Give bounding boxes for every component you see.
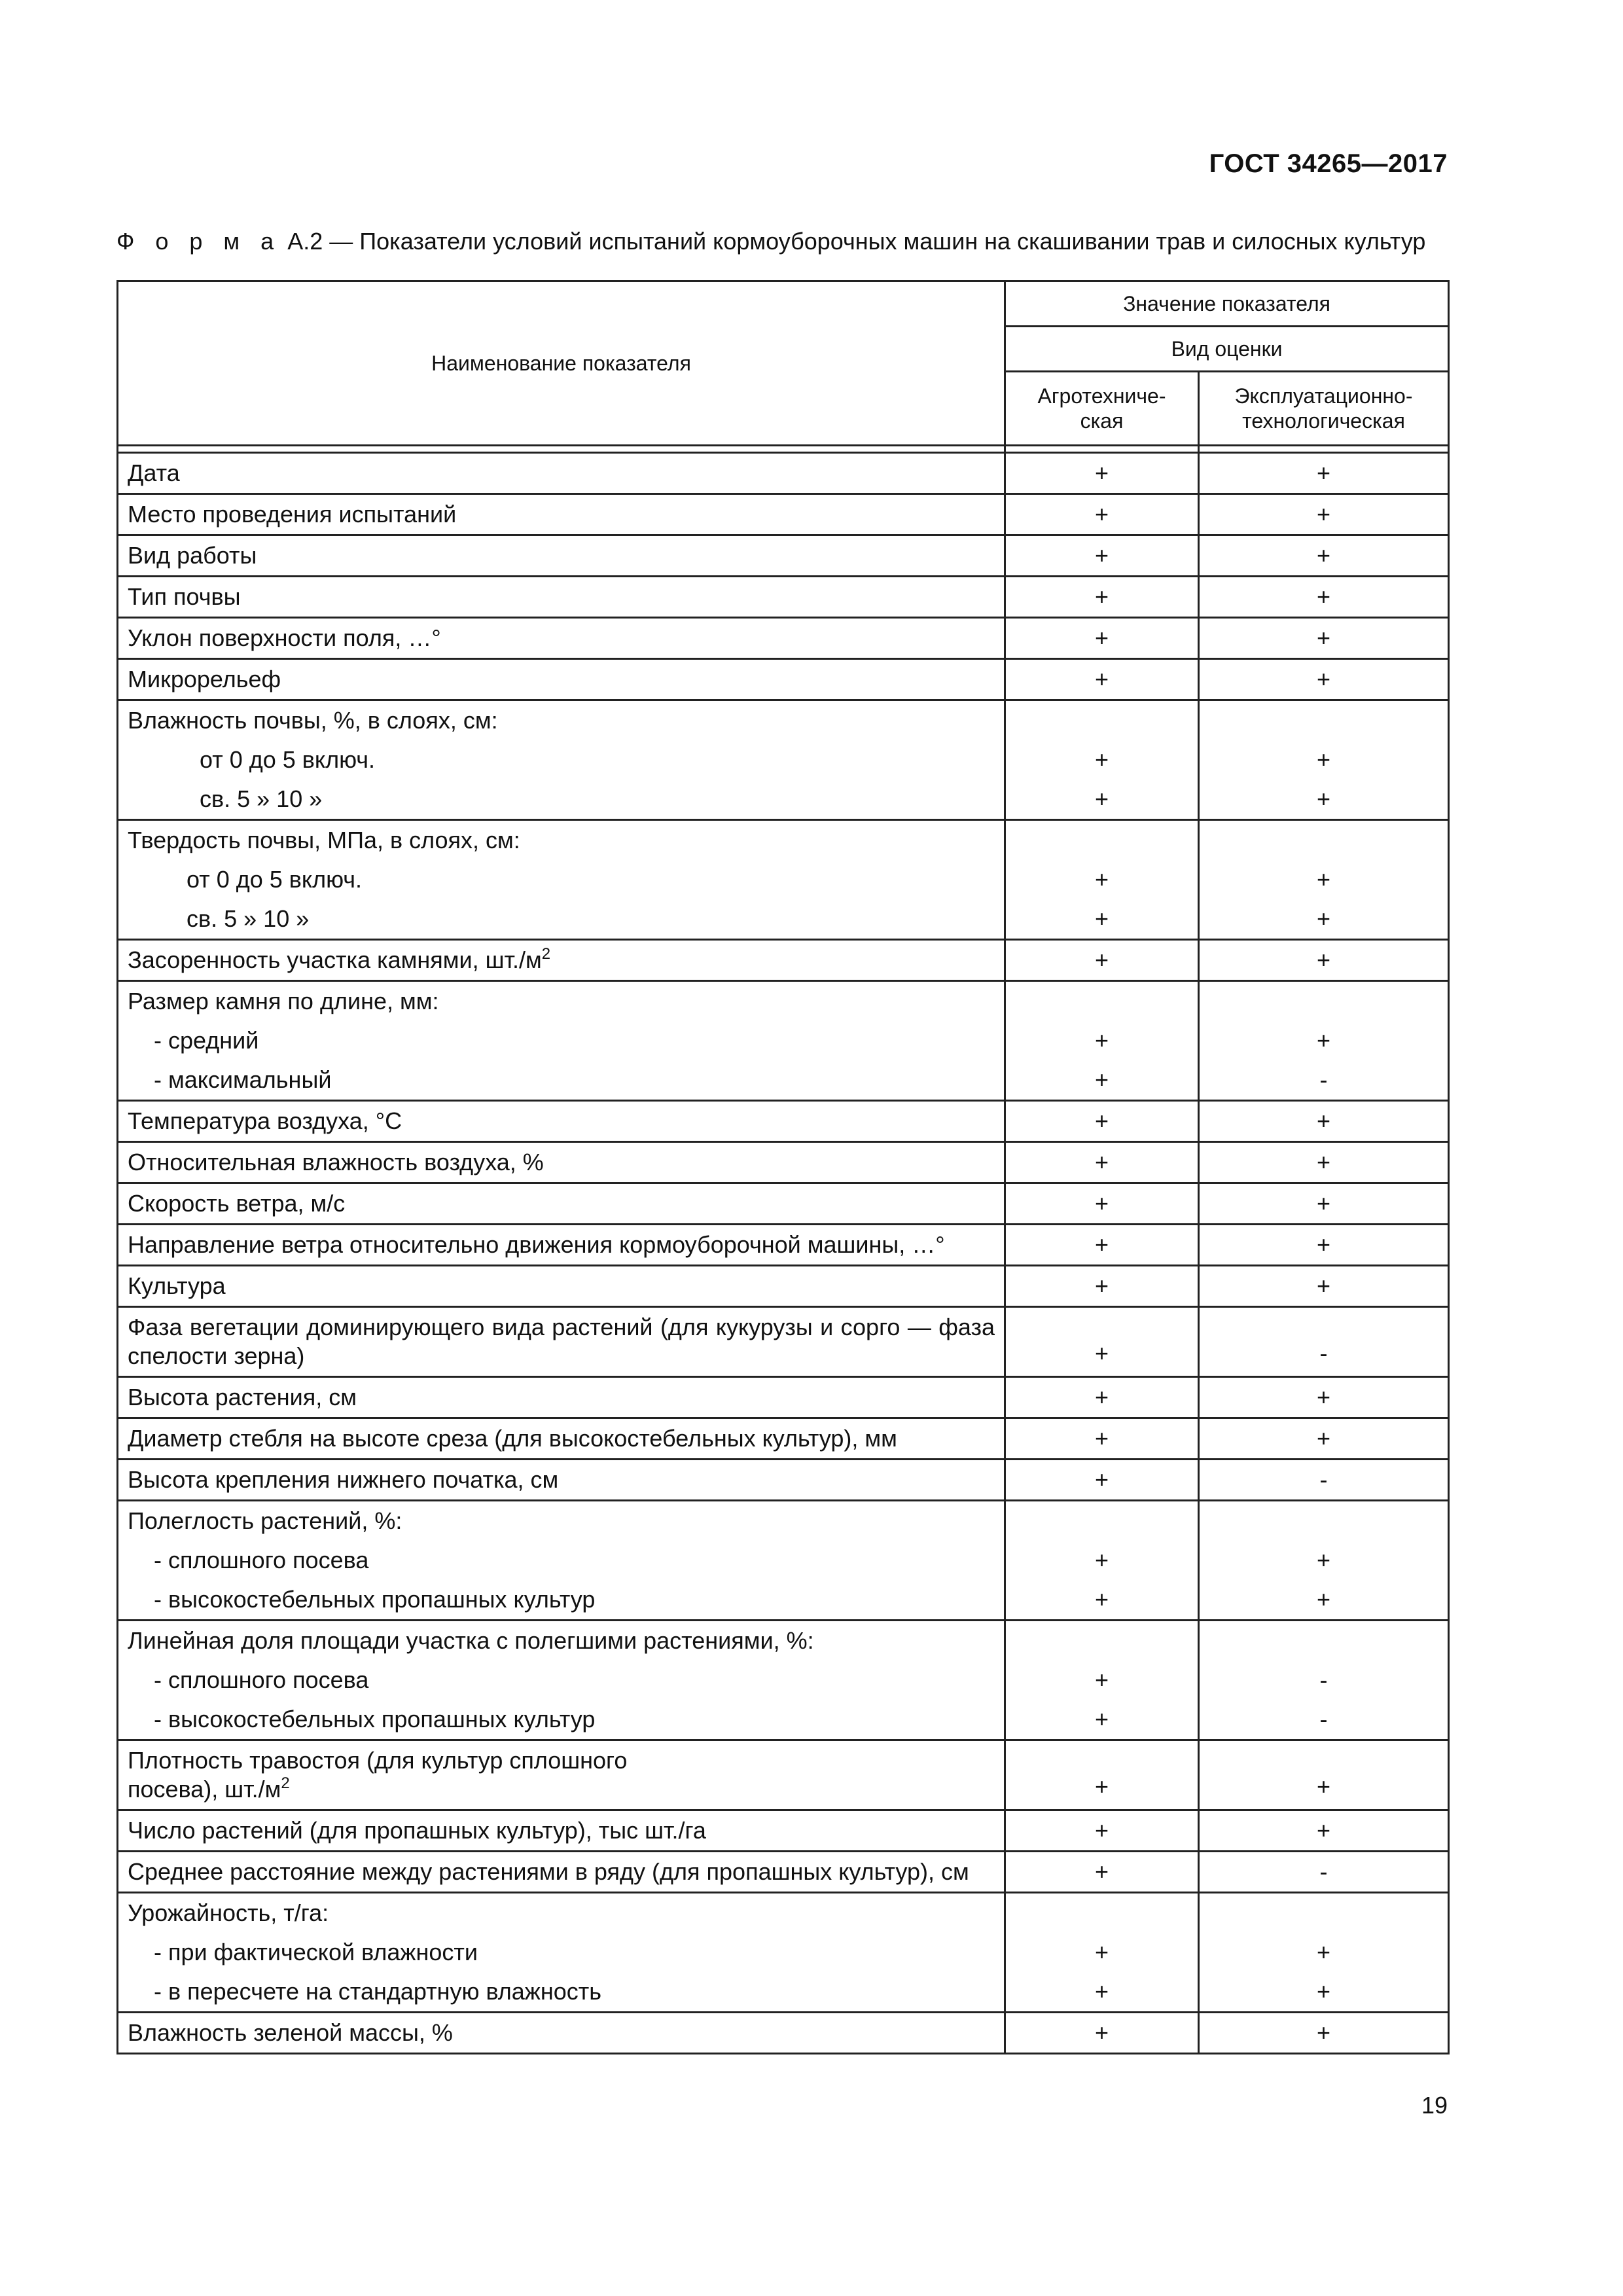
agro-value: + bbox=[1094, 1666, 1109, 1693]
indicator-name-cell bbox=[118, 1740, 1005, 1810]
agro-value-cell bbox=[1005, 1225, 1199, 1266]
indicator-name bbox=[128, 1460, 995, 1499]
agro-value-cell bbox=[1005, 2013, 1199, 2054]
expl-value: + bbox=[1316, 785, 1331, 812]
expl-value-cell bbox=[1199, 820, 1449, 940]
expl-value: + bbox=[1316, 1231, 1331, 1258]
expl-value: + bbox=[1316, 459, 1331, 486]
indicator-name-text: Влажность зеленой массы, % bbox=[128, 2019, 453, 2046]
indicator-name-cell bbox=[118, 618, 1005, 659]
agro-value-cell bbox=[1005, 1810, 1199, 1852]
group-title: Линейная доля площади участка с полегшими растениями, %: bbox=[128, 1627, 814, 1654]
agro-value: + bbox=[1094, 666, 1109, 692]
expl-value: - bbox=[1319, 1340, 1328, 1367]
agro-value-cell bbox=[1005, 1377, 1199, 1418]
agro-value-cell bbox=[1005, 1101, 1199, 1142]
table-row bbox=[118, 1377, 1449, 1418]
indicator-name bbox=[128, 536, 995, 575]
expl-value: + bbox=[1316, 946, 1331, 973]
expl-value: + bbox=[1316, 583, 1331, 610]
unit-superscript: 2 bbox=[281, 1774, 290, 1792]
expl-value-cell bbox=[1199, 981, 1449, 1101]
expl-value: + bbox=[1316, 746, 1331, 773]
table-row bbox=[118, 453, 1449, 494]
agro-value-cell bbox=[1005, 577, 1199, 618]
agro-value-cell bbox=[1005, 1852, 1199, 1893]
indicator-name-text: Дата bbox=[128, 459, 180, 486]
indicator-name-text: посева), шт./м bbox=[128, 1776, 281, 1803]
header-agro-line2: ская bbox=[1080, 409, 1124, 433]
unit-superscript: 2 bbox=[541, 945, 551, 963]
empty-value bbox=[1200, 1621, 1448, 1660]
indicator-name-text: Скорость ветра, м/с bbox=[128, 1190, 346, 1217]
expl-value-cell bbox=[1199, 1307, 1449, 1377]
agro-value: + bbox=[1094, 1272, 1109, 1299]
indicator-name: Фаза вегетации доминирующего вида растений (для кукурузы и сорго — фаза спелости зерна) bbox=[128, 1314, 995, 1369]
table-row bbox=[118, 1225, 1449, 1266]
group-title: Размер камня по длине, мм: bbox=[128, 988, 439, 1014]
sub-indicator-name: от 0 до 5 включ. bbox=[187, 866, 363, 893]
form-caption bbox=[116, 228, 1438, 255]
table-row bbox=[118, 1307, 1449, 1377]
agro-value: + bbox=[1094, 785, 1109, 812]
header-expl-line1: Эксплуатационно- bbox=[1234, 384, 1413, 408]
caption-text: — Показатели условий испытаний кормоуборочных машин на скашивании трав и силосных культур bbox=[329, 228, 1426, 255]
indicator-name-cell bbox=[118, 494, 1005, 535]
table-row bbox=[118, 700, 1449, 820]
indicator-name-cell bbox=[118, 1142, 1005, 1183]
expl-value-cell bbox=[1199, 1501, 1449, 1621]
indicators-table bbox=[116, 280, 1450, 2054]
expl-value: + bbox=[1316, 1425, 1331, 1452]
indicator-name-text: Температура воздуха, °С bbox=[128, 1107, 402, 1134]
indicator-name-cell bbox=[118, 2013, 1005, 2054]
expl-value: + bbox=[1316, 1817, 1331, 1844]
header-agro-line1: Агротехниче- bbox=[1037, 384, 1166, 408]
indicator-name-cell bbox=[118, 1810, 1005, 1852]
expl-value-cell bbox=[1199, 940, 1449, 981]
table-row bbox=[118, 940, 1449, 981]
empty-value bbox=[1200, 701, 1448, 740]
indicator-name-text: Направление ветра относительно движения кормоуборочной машины, …° bbox=[128, 1231, 945, 1258]
sub-indicator-name: - высокостебельных пропашных культур bbox=[154, 1586, 596, 1613]
empty-value bbox=[1006, 1501, 1198, 1541]
agro-value-cell bbox=[1005, 1142, 1199, 1183]
agro-value: + bbox=[1094, 1586, 1109, 1613]
expl-value-cell bbox=[1199, 1101, 1449, 1142]
agro-value: + bbox=[1094, 905, 1109, 932]
indicator-name-cell bbox=[118, 981, 1005, 1101]
expl-value: + bbox=[1316, 624, 1331, 651]
table-row bbox=[118, 820, 1449, 940]
indicator-name bbox=[128, 619, 995, 658]
agro-value: + bbox=[1094, 866, 1109, 893]
table-row bbox=[118, 1621, 1449, 1740]
table-row bbox=[118, 494, 1449, 535]
agro-value-cell bbox=[1005, 1460, 1199, 1501]
expl-value: + bbox=[1316, 666, 1331, 692]
sub-indicator-name: - максимальный bbox=[154, 1066, 332, 1093]
sub-indicator-name: - высокостебельных пропашных культур bbox=[154, 1706, 596, 1732]
indicator-name-text: Микрорельеф bbox=[128, 666, 281, 692]
agro-value: + bbox=[1094, 1425, 1109, 1452]
empty-value bbox=[1200, 982, 1448, 1021]
indicator-name bbox=[128, 1811, 995, 1850]
table-row bbox=[118, 1810, 1449, 1852]
expl-value: + bbox=[1316, 1547, 1331, 1573]
agro-value-cell bbox=[1005, 1893, 1199, 2013]
agro-value: + bbox=[1094, 746, 1109, 773]
indicator-name bbox=[128, 1419, 995, 1458]
caption-prefix: Ф о р м а bbox=[116, 228, 281, 255]
expl-value: - bbox=[1319, 1706, 1328, 1732]
empty-value bbox=[1200, 821, 1448, 860]
agro-value: + bbox=[1094, 583, 1109, 610]
table-row bbox=[118, 1266, 1449, 1307]
expl-value-cell bbox=[1199, 535, 1449, 577]
expl-value-cell bbox=[1199, 1183, 1449, 1225]
agro-value-cell bbox=[1005, 940, 1199, 981]
indicator-name-cell bbox=[118, 1225, 1005, 1266]
indicator-name-text: Среднее расстояние между растениями в ряду (для пропашных культур), см bbox=[128, 1858, 969, 1885]
sub-indicator-name: от 0 до 5 включ. bbox=[200, 746, 376, 773]
sub-indicator-name: - сплошного посева bbox=[154, 1547, 369, 1573]
expl-value: - bbox=[1319, 1666, 1328, 1693]
indicator-name-cell bbox=[118, 1418, 1005, 1460]
expl-value-cell bbox=[1199, 577, 1449, 618]
header-expl-line2: технологическая bbox=[1242, 409, 1405, 433]
header-assessment-type: Вид оценки bbox=[1005, 327, 1449, 372]
indicator-name-cell bbox=[118, 820, 1005, 940]
agro-value: + bbox=[1094, 1466, 1109, 1493]
indicator-name bbox=[128, 941, 995, 980]
agro-value-cell bbox=[1005, 535, 1199, 577]
indicator-name-cell bbox=[118, 1307, 1005, 1377]
agro-value: + bbox=[1094, 1547, 1109, 1573]
indicator-name bbox=[128, 577, 995, 617]
agro-value: + bbox=[1094, 1773, 1109, 1800]
indicator-name-cell bbox=[118, 577, 1005, 618]
expl-value: + bbox=[1316, 1149, 1331, 1175]
expl-value: + bbox=[1316, 1384, 1331, 1410]
agro-value: + bbox=[1094, 1706, 1109, 1732]
expl-value: + bbox=[1316, 1586, 1331, 1613]
expl-value-cell bbox=[1199, 1142, 1449, 1183]
agro-value: + bbox=[1094, 1107, 1109, 1134]
group-title: Урожайность, т/га: bbox=[128, 1899, 329, 1926]
agro-value-cell bbox=[1005, 659, 1199, 700]
indicator-name bbox=[128, 1102, 995, 1141]
expl-value: - bbox=[1319, 1466, 1328, 1493]
expl-value: + bbox=[1316, 1190, 1331, 1217]
indicator-name-text: Культура bbox=[128, 1272, 226, 1299]
expl-value-cell bbox=[1199, 659, 1449, 700]
expl-value: + bbox=[1316, 542, 1331, 569]
empty-value bbox=[1006, 1893, 1198, 1933]
agro-value-cell bbox=[1005, 1418, 1199, 1460]
table-row bbox=[118, 1501, 1449, 1621]
table-row bbox=[118, 1101, 1449, 1142]
expl-value: + bbox=[1316, 905, 1331, 932]
indicator-name-cell bbox=[118, 1852, 1005, 1893]
agro-value: + bbox=[1094, 542, 1109, 569]
header-operational bbox=[1199, 372, 1449, 446]
expl-value-cell bbox=[1199, 1418, 1449, 1460]
indicator-name bbox=[128, 1225, 995, 1265]
agro-value: + bbox=[1094, 1066, 1109, 1093]
indicator-name bbox=[128, 1266, 995, 1306]
indicator-name bbox=[128, 1184, 995, 1223]
header-indicator-value: Значение показателя bbox=[1005, 281, 1449, 327]
caption-number: А.2 bbox=[287, 228, 323, 255]
indicator-name-cell bbox=[118, 1183, 1005, 1225]
table-row bbox=[118, 577, 1449, 618]
agro-value-cell bbox=[1005, 820, 1199, 940]
indicator-name-cell bbox=[118, 940, 1005, 981]
expl-value: + bbox=[1316, 1939, 1331, 1965]
agro-value: + bbox=[1094, 1027, 1109, 1054]
indicator-name-line: Плотность травостоя (для культур сплошного bbox=[128, 1747, 628, 1774]
agro-value: + bbox=[1094, 624, 1109, 651]
expl-value: + bbox=[1316, 1272, 1331, 1299]
standard-code: ГОСТ 34265—2017 bbox=[1209, 149, 1448, 178]
agro-value-cell bbox=[1005, 618, 1199, 659]
indicator-name bbox=[128, 1143, 995, 1182]
agro-value-cell bbox=[1005, 700, 1199, 820]
expl-value-cell bbox=[1199, 494, 1449, 535]
agro-value: + bbox=[1094, 1817, 1109, 1844]
sub-indicator-name: - при фактической влажности bbox=[154, 1939, 478, 1965]
agro-value: + bbox=[1094, 1939, 1109, 1965]
indicator-name bbox=[128, 1378, 995, 1417]
sub-indicator-name: св. 5 » 10 » bbox=[187, 905, 310, 932]
agro-value: + bbox=[1094, 1231, 1109, 1258]
indicator-name-text: Тип почвы bbox=[128, 583, 241, 610]
agro-value: + bbox=[1094, 1149, 1109, 1175]
agro-value-cell bbox=[1005, 1621, 1199, 1740]
header-agrotechnical bbox=[1005, 372, 1199, 446]
indicator-name bbox=[128, 2013, 995, 2053]
expl-value: + bbox=[1316, 1027, 1331, 1054]
agro-value-cell bbox=[1005, 1307, 1199, 1377]
indicator-name bbox=[128, 1852, 995, 1892]
expl-value: - bbox=[1319, 1858, 1328, 1885]
indicator-name-text: Место проведения испытаний bbox=[128, 501, 457, 528]
sub-indicator-name: - средний bbox=[154, 1027, 259, 1054]
table-row bbox=[118, 1852, 1449, 1893]
expl-value-cell bbox=[1199, 1460, 1449, 1501]
group-title: Влажность почвы, %, в слоях, см: bbox=[128, 707, 498, 734]
table-row bbox=[118, 1142, 1449, 1183]
empty-value bbox=[1200, 1893, 1448, 1933]
group-title: Полеглость растений, %: bbox=[128, 1507, 402, 1534]
indicator-name-cell bbox=[118, 1621, 1005, 1740]
agro-value: + bbox=[1094, 946, 1109, 973]
expl-value: - bbox=[1319, 1066, 1328, 1093]
expl-value-cell bbox=[1199, 1740, 1449, 1810]
agro-value-cell bbox=[1005, 1740, 1199, 1810]
table-row bbox=[118, 618, 1449, 659]
header-indicator-name: Наименование показателя bbox=[118, 281, 1005, 446]
sub-indicator-name: св. 5 » 10 » bbox=[200, 785, 323, 812]
agro-value-cell bbox=[1005, 1501, 1199, 1621]
expl-value: + bbox=[1316, 1107, 1331, 1134]
agro-value-cell bbox=[1005, 981, 1199, 1101]
expl-value: + bbox=[1316, 2019, 1331, 2046]
page-number: 19 bbox=[1421, 2092, 1448, 2119]
indicator-name-text: Число растений (для пропашных культур), тыс шт./га bbox=[128, 1817, 706, 1844]
agro-value-cell bbox=[1005, 1183, 1199, 1225]
agro-value: + bbox=[1094, 1340, 1109, 1367]
indicator-name-cell bbox=[118, 1101, 1005, 1142]
indicator-name-cell bbox=[118, 1893, 1005, 2013]
agro-value: + bbox=[1094, 1858, 1109, 1885]
group-title: Твердость почвы, МПа, в слоях, см: bbox=[128, 827, 520, 853]
table-row bbox=[118, 659, 1449, 700]
indicator-name-cell bbox=[118, 659, 1005, 700]
expl-value-cell bbox=[1199, 1377, 1449, 1418]
indicator-name-cell bbox=[118, 535, 1005, 577]
table-row bbox=[118, 1418, 1449, 1460]
agro-value: + bbox=[1094, 1190, 1109, 1217]
indicator-name-text: Засоренность участка камнями, шт./м bbox=[128, 946, 542, 973]
expl-value-cell bbox=[1199, 1852, 1449, 1893]
expl-value-cell bbox=[1199, 1810, 1449, 1852]
indicator-name-cell bbox=[118, 700, 1005, 820]
table-row bbox=[118, 1460, 1449, 1501]
agro-value-cell bbox=[1005, 453, 1199, 494]
expl-value: + bbox=[1316, 1773, 1331, 1800]
table-row bbox=[118, 981, 1449, 1101]
agro-value: + bbox=[1094, 2019, 1109, 2046]
expl-value-cell bbox=[1199, 700, 1449, 820]
table-row bbox=[118, 535, 1449, 577]
empty-value bbox=[1006, 1621, 1198, 1660]
indicator-name-text: Высота крепления нижнего початка, см bbox=[128, 1466, 559, 1493]
indicator-name-text: Относительная влажность воздуха, % bbox=[128, 1149, 544, 1175]
expl-value-cell bbox=[1199, 1893, 1449, 2013]
expl-value: + bbox=[1316, 501, 1331, 528]
empty-value bbox=[1200, 1501, 1448, 1541]
expl-value: + bbox=[1316, 866, 1331, 893]
header-separator-row bbox=[118, 446, 1449, 453]
expl-value-cell bbox=[1199, 453, 1449, 494]
sub-indicator-name: - сплошного посева bbox=[154, 1666, 369, 1693]
indicator-name-line bbox=[128, 1775, 995, 1809]
table-row bbox=[118, 1893, 1449, 2013]
indicator-name-text: Вид работы bbox=[128, 542, 257, 569]
empty-value bbox=[1006, 982, 1198, 1021]
indicator-name-cell bbox=[118, 1266, 1005, 1307]
table-row bbox=[118, 1183, 1449, 1225]
table-row bbox=[118, 1740, 1449, 1810]
expl-value-cell bbox=[1199, 1621, 1449, 1740]
indicator-name bbox=[128, 454, 995, 493]
empty-value bbox=[1006, 701, 1198, 740]
indicator-name-cell bbox=[118, 453, 1005, 494]
agro-value: + bbox=[1094, 501, 1109, 528]
agro-value-cell bbox=[1005, 1266, 1199, 1307]
indicator-name bbox=[128, 495, 995, 534]
expl-value-cell bbox=[1199, 2013, 1449, 2054]
indicator-name-text: Диаметр стебля на высоте среза (для высокостебельных культур), мм bbox=[128, 1425, 897, 1452]
indicator-name-text: Уклон поверхности поля, …° bbox=[128, 624, 441, 651]
expl-value-cell bbox=[1199, 1266, 1449, 1307]
expl-value-cell bbox=[1199, 1225, 1449, 1266]
table-row bbox=[118, 2013, 1449, 2054]
sub-indicator-name: - в пересчете на стандартную влажность bbox=[154, 1978, 602, 2005]
expl-value-cell bbox=[1199, 618, 1449, 659]
indicator-name bbox=[128, 660, 995, 699]
agro-value: + bbox=[1094, 1384, 1109, 1410]
expl-value: + bbox=[1316, 1978, 1331, 2005]
indicator-name-text: Высота растения, см bbox=[128, 1384, 357, 1410]
indicator-name-cell bbox=[118, 1501, 1005, 1621]
agro-value: + bbox=[1094, 459, 1109, 486]
agro-value-cell bbox=[1005, 494, 1199, 535]
indicator-name-cell bbox=[118, 1460, 1005, 1501]
empty-value bbox=[1006, 821, 1198, 860]
agro-value: + bbox=[1094, 1978, 1109, 2005]
indicator-name-cell bbox=[118, 1377, 1005, 1418]
